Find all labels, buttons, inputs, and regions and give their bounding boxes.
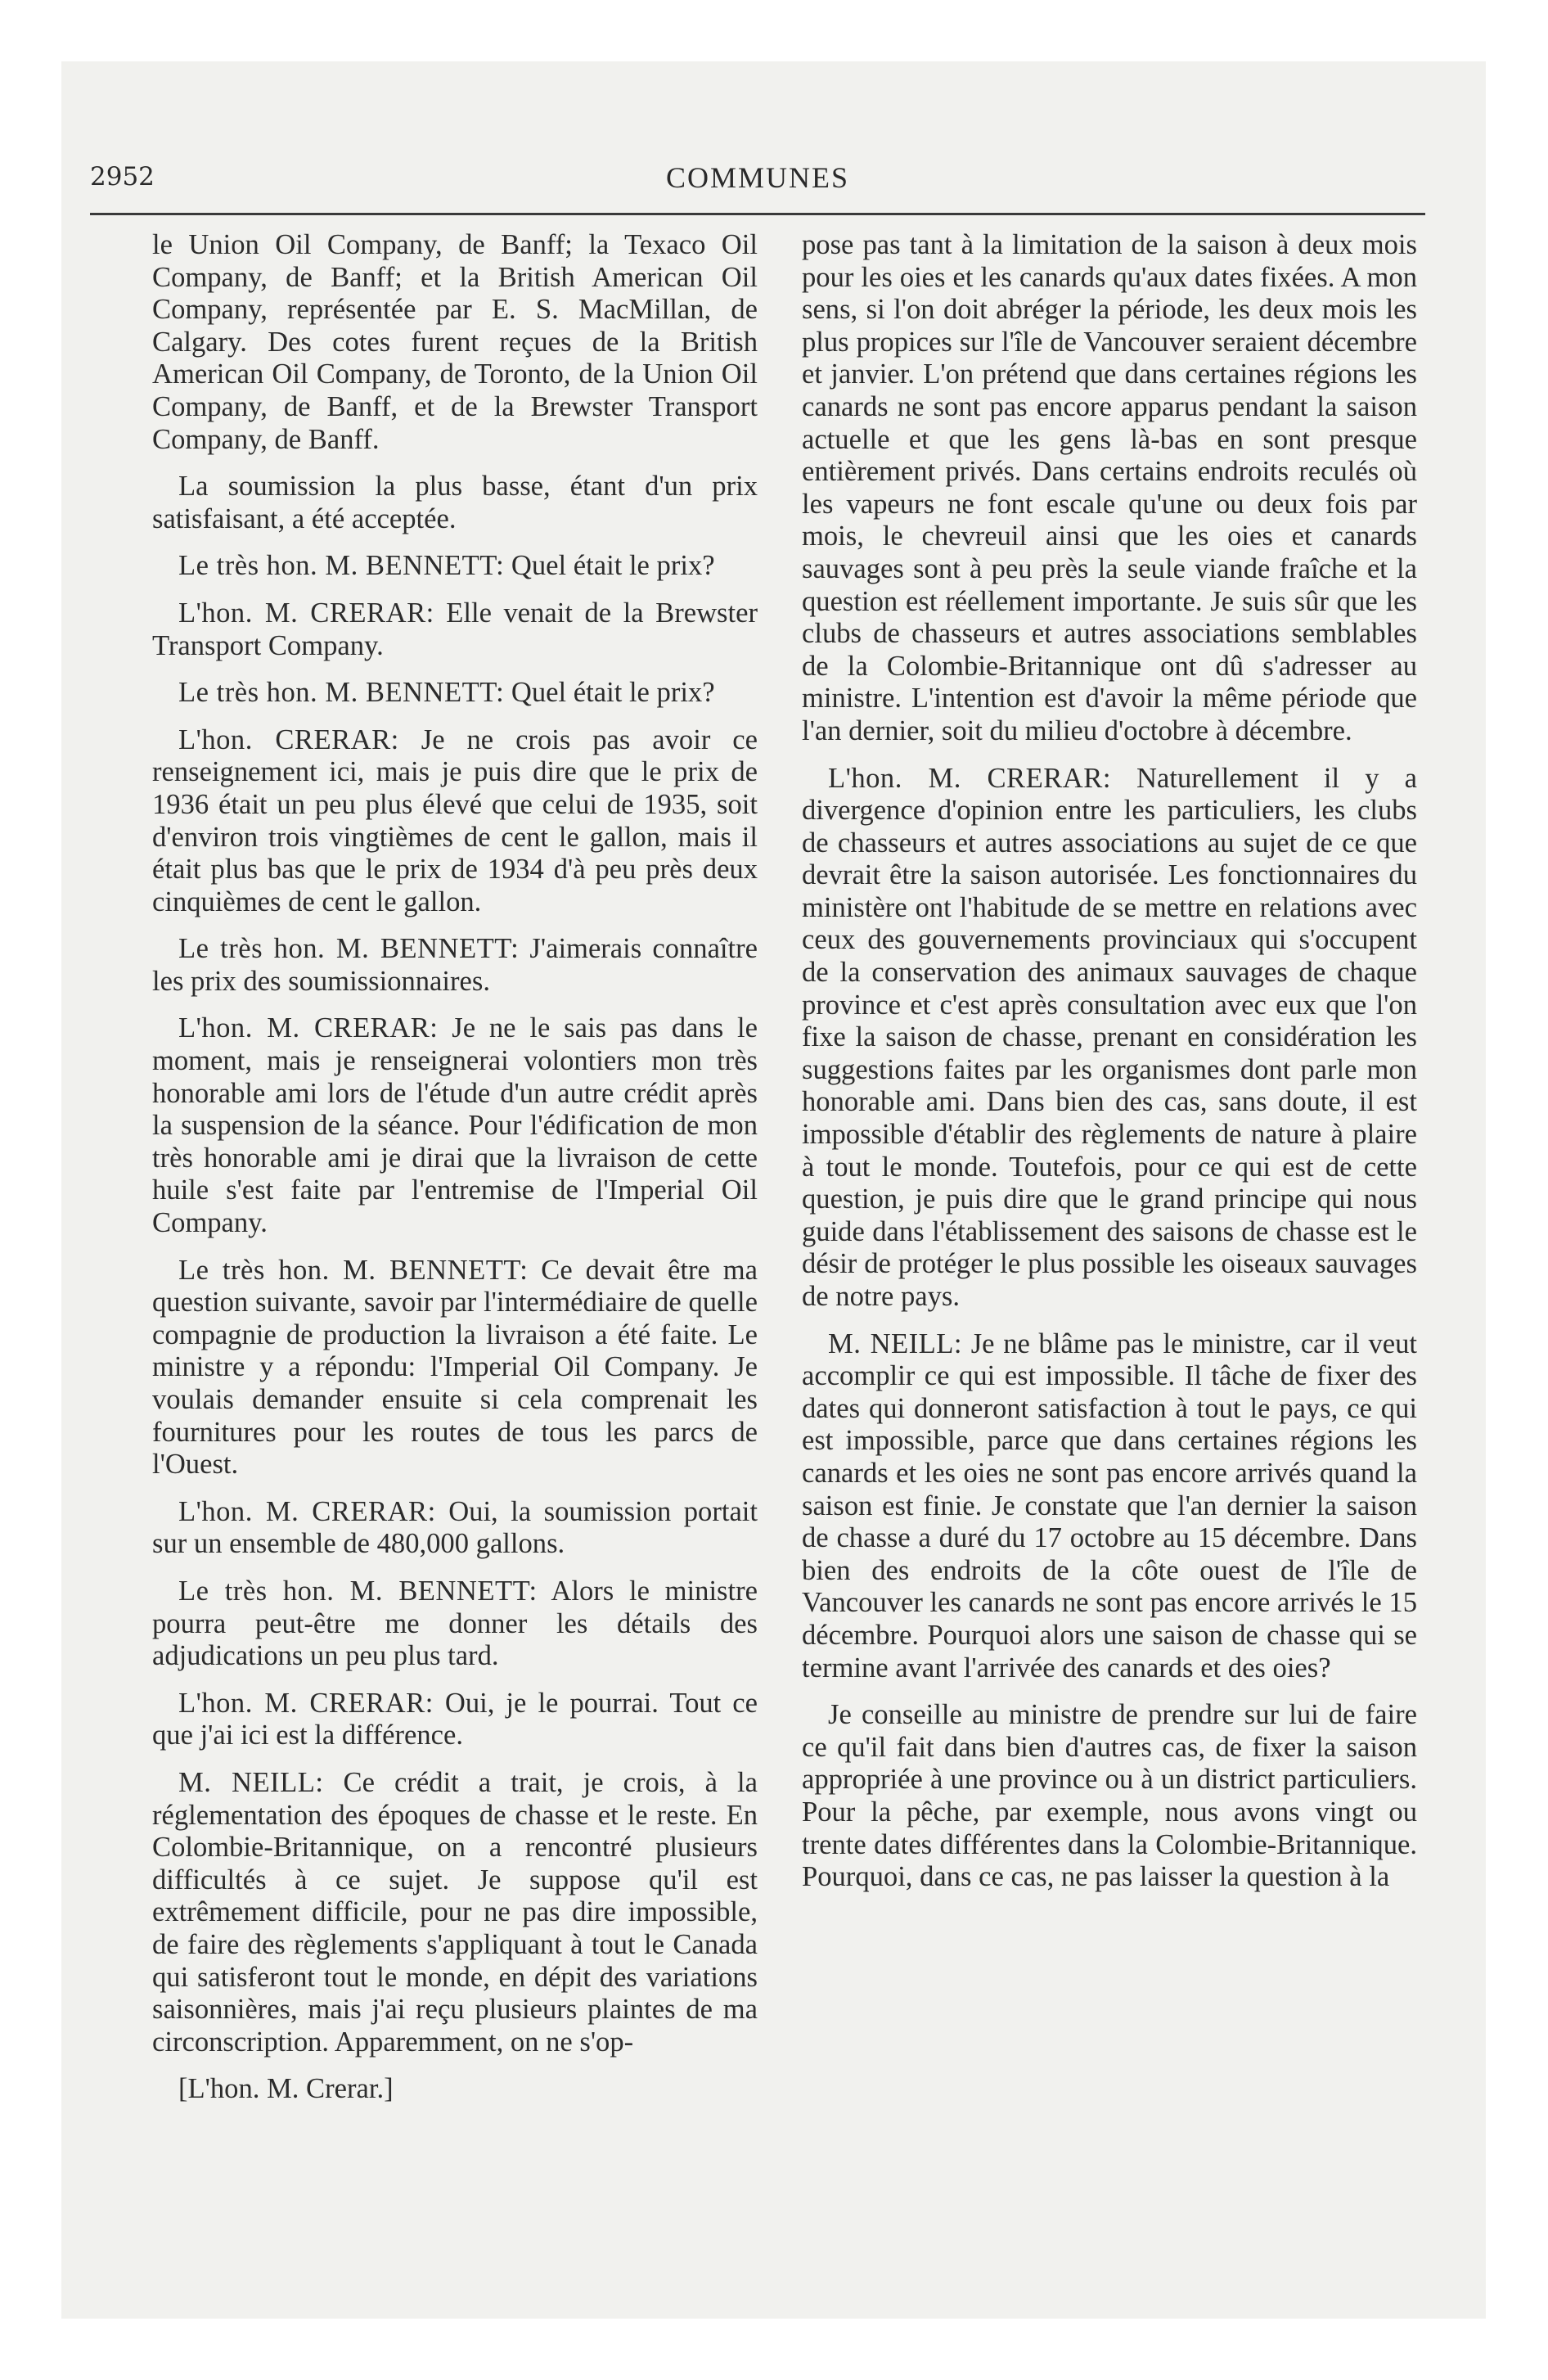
speaker-name: M. NEILL:: [828, 1327, 963, 1359]
paragraph: [152, 724, 758, 919]
paragraph: [152, 597, 758, 662]
page-number: 2952: [90, 162, 155, 192]
paragraph-text: Ce devait être ma question suivante, savoir par l'intermédiaire de quelle compagnie de production la livraison a été faite. Le ministre y a répondu: l'Imperial Oil Company. Je voulais demander ensuite si cela comprenait les fournitures pour les routes de tous les parcs de l'Ouest.: [152, 1254, 758, 1481]
paragraph: [802, 229, 1417, 748]
speaker-name: Le très hon. M. BENNETT:: [178, 1575, 538, 1607]
speaker-name: Le très hon. M. BENNETT:: [178, 677, 505, 709]
paragraph-text: Oui, je le pourrai. Tout ce que j'ai ici est la différence.: [152, 1687, 758, 1751]
paragraph: [152, 471, 758, 535]
paragraph: [152, 677, 758, 710]
paragraph-text: Je ne crois pas avoir ce renseignement ici, mais je puis dire que le prix de 1936 était un peu plus élevé que celui de 1935, soit d'environ trois vingtièmes de cent le gallon, mais il était plus bas que le prix de 1934 d'à peu près deux cinquièmes de cent le gallon.: [152, 723, 758, 917]
header-rule: [90, 213, 1425, 215]
paragraph-text: Je ne blâme pas le ministre, car il veut accomplir ce qui est impossible. Il tâche de fixer des dates qui donneront satisfaction à tout le pays, ce qui est impossible, parce que dans certaines régions les canards et les oies ne sont pas encore arrivés quand la saison est finie. Je constate que l'an dernier la saison de chasse a duré du 17 octobre au 15 décembre. Dans bien des endroits de la côte ouest de l'île de Vancouver les canards ne sont pas encore arrivés le 15 décembre. Pourquoi alors une saison de chasse qui se termine avant l'arrivée des canards et des oies?: [802, 1327, 1417, 1684]
speaker-name: L'hon. M. CRERAR:: [828, 762, 1111, 794]
left-column: [152, 229, 758, 2121]
paragraph-text: Quel était le prix?: [511, 550, 715, 582]
speaker-name: L'hon. M. CRERAR:: [178, 1012, 439, 1044]
paragraph-text: Alors le ministre pourra peut-être me donner les détails des adjudications un peu plus tard.: [152, 1575, 758, 1672]
paragraph-text: Je conseille au ministre de prendre sur lui de faire ce qu'il fait dans bien d'autres cas, de fixer la saison appropriée à une province ou à un district particuliers. Pour la pêche, par exemple, nous avons vingt ou trente dates différentes dans la Colombie-Britannique. Pourquoi, dans ce cas, ne pas laisser la question à la: [802, 1699, 1417, 1893]
paragraph: [802, 763, 1417, 1314]
paragraph: [152, 229, 758, 456]
paragraph-text: Quel était le prix?: [511, 677, 715, 709]
paragraph: [152, 1496, 758, 1561]
paragraph-text: J'aimerais connaître les prix des soumissionnaires.: [152, 933, 758, 997]
speaker-name: L'hon. M. CRERAR:: [178, 1495, 436, 1527]
running-head: COMMUNES: [665, 161, 850, 194]
paragraph-text: Ce crédit a trait, je crois, à la réglementation des époques de chasse et le reste. En Colombie-Britannique, on a rencontré plusieurs difficultés à ce sujet. Je suppose qu'il est extrêmement difficile, pour ne pas dire impossible, de faire des règlements s'appliquant à tout le Canada qui satisferont tout le monde, en dépit des variations saisonnières, mais j'ai reçu plusieurs plaintes de ma circonscription. Apparemment, on ne s'op-: [152, 1766, 758, 2058]
speaker-name: L'hon. M. CRERAR:: [178, 1687, 434, 1719]
paragraph-text: Je ne le sais pas dans le moment, mais je renseignerai volontiers mon très honorable ami lors de l'étude d'un autre crédit après la suspension de la séance. Pour l'édification de mon très honorable ami je dirai que la livraison de cette huile s'est faite par l'entremise de l'Imperial Oil Company.: [152, 1012, 758, 1239]
speaker-name: Le très hon. M. BENNETT:: [178, 1254, 529, 1286]
speaker-name: M. NEILL:: [178, 1766, 324, 1798]
paragraph: [152, 550, 758, 583]
paragraph-text: pose pas tant à la limitation de la saison à deux mois pour les oies et les canards qu'aux dates fixées. A mon sens, si l'on doit abréger la période, les deux mois les plus propices sur l'île de Vancouver seraient décembre et janvier. L'on prétend que dans certaines régions les canards ne sont pas encore apparus pendant la saison actuelle et que les gens là-bas en sont presque entièrement privés. Dans certains endroits reculés où les vapeurs ne font escale qu'une ou deux fois par mois, le chevreuil ainsi que les oies et canards sauvages sont à peu près la seule viande fraîche et la question est réellement importante. Je suis sûr que les clubs de chasseurs et autres associations semblables de la Colombie-Britannique ont dû s'adresser au ministre. L'intention est d'avoir la même période que l'an dernier, soit du milieu d'octobre à décembre.: [802, 229, 1417, 746]
speaker-name: Le très hon. M. BENNETT:: [178, 933, 520, 965]
paragraph: [152, 1255, 758, 1481]
speaker-name: L'hon. CRERAR:: [178, 723, 399, 755]
paragraph: [802, 1699, 1417, 1894]
paragraph-text: La soumission la plus basse, étant d'un prix satisfaisant, a été acceptée.: [152, 471, 758, 534]
speaker-name: L'hon. M. CRERAR:: [178, 597, 434, 629]
paragraph: [152, 1688, 758, 1752]
paragraph-text: Naturellement il y a divergence d'opinion entre les particuliers, les clubs de chasseurs et autres associations au sujet de ce que devrait être la saison autorisée. Les fonctionnaires du ministère ont l'habitude de se mettre en relations avec ceux des gouvernements provinciaux qui s'occupent de la conservation des animaux sauvages de chaque province et c'est après consultation avec eux que l'on fixe la saison de chasse, prenant en considération les suggestions faites par les organismes dont parle mon honorable ami. Dans bien des cas, sans doute, il est impossible d'établir des règlements de nature à plaire à tout le monde. Toutefois, pour ce qui est de cette question, je puis dire que le grand principe qui nous guide dans l'établissement des saisons de chasse est le désir de protéger le plus possible les oiseaux sauvages de notre pays.: [802, 762, 1417, 1312]
paragraph-text: le Union Oil Company, de Banff; la Texaco Oil Company, de Banff; et la British American Oil Company, représentée par E. S. MacMillan, de Calgary. Des cotes furent reçues de la British American Oil Company, de Toronto, de la Union Oil Company, de Banff, et de la Brewster Transport Company, de Banff.: [152, 229, 758, 455]
paragraph-text: Elle venait de la Brewster Transport Company.: [152, 597, 758, 661]
paragraph: [802, 1328, 1417, 1685]
paragraph-text: Oui, la soumission portait sur un ensemble de 480,000 gallons.: [152, 1495, 758, 1560]
speaker-footer-tag: [L'hon. M. Crerar.]: [178, 2073, 394, 2105]
speaker-name: Le très hon. M. BENNETT:: [178, 550, 505, 582]
paragraph: [152, 933, 758, 998]
paragraph: [152, 1012, 758, 1239]
paragraph: [152, 1575, 758, 1673]
right-column: [802, 229, 1417, 1909]
paragraph: [152, 1767, 758, 2058]
